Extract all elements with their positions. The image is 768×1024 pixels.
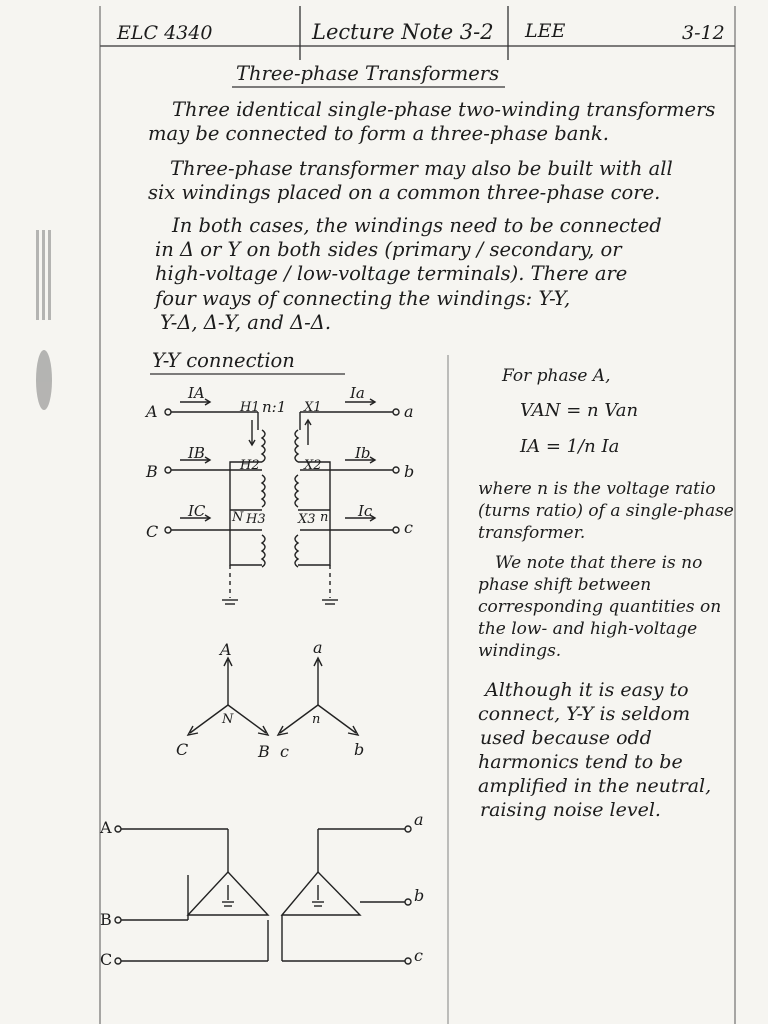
- X3-label: X3: [298, 512, 316, 527]
- para3-line4: four ways of connecting the windings: Y-Y,: [155, 287, 571, 310]
- terminal-C: C: [146, 522, 159, 541]
- X2-label: X2: [304, 458, 322, 473]
- current-Ic: Ic: [358, 502, 373, 520]
- bottom-b: b: [414, 886, 425, 905]
- X1-label: X1: [304, 400, 322, 415]
- phasor-c: c: [280, 742, 289, 761]
- note-harm-5: amplified in the neutral,: [478, 775, 712, 797]
- para3-line3: high-voltage / low-voltage terminals). There are: [155, 262, 628, 285]
- terminal-A: A: [146, 402, 158, 421]
- H3-label: H3: [246, 512, 266, 527]
- page-number: 3-12: [682, 22, 725, 44]
- note-shift-4: the low- and high-voltage: [478, 619, 698, 639]
- para3-line1: In both cases, the windings need to be connected: [172, 214, 662, 237]
- terminal-B: B: [146, 462, 158, 481]
- author: LEE: [525, 20, 566, 42]
- bottom-B: B: [100, 910, 112, 929]
- para2-line1: Three-phase transformer may also be built with all: [170, 157, 673, 180]
- equation-current: IA = 1/n Ia: [520, 436, 620, 457]
- note-harm-4: harmonics tend to be: [478, 751, 683, 773]
- note-where-1: where n is the voltage ratio: [478, 479, 716, 499]
- para2-line2: six windings placed on a common three-phase core.: [148, 181, 661, 204]
- note-shift-1: We note that there is no: [495, 553, 703, 573]
- neutral-n: n: [320, 510, 329, 525]
- section-title: Three-phase Transformers: [236, 62, 500, 85]
- note-harm-1: Although it is easy to: [485, 679, 689, 701]
- eq-intro: For phase A,: [502, 366, 611, 386]
- note-shift-2: phase shift between: [478, 575, 652, 595]
- lecture-title: Lecture Note 3-2: [312, 20, 494, 44]
- phasor-b: b: [354, 740, 365, 759]
- H2-label: H2: [240, 458, 260, 473]
- para1-line1: Three identical single-phase two-winding transformers: [172, 98, 716, 121]
- phasor-B: B: [258, 742, 270, 761]
- bottom-A: A: [100, 818, 112, 837]
- terminal-a: a: [404, 402, 414, 421]
- phasor-n: n: [312, 712, 321, 727]
- terminal-b: b: [404, 462, 415, 481]
- bottom-a: a: [414, 810, 424, 829]
- equation-voltage: VAN = n Van: [520, 400, 639, 421]
- current-IB: IB: [188, 444, 205, 462]
- turns-ratio: n:1: [262, 398, 287, 416]
- bottom-C: C: [100, 950, 113, 969]
- subsection-title: Y-Y connection: [152, 349, 295, 372]
- phasor-a: a: [313, 638, 323, 657]
- terminal-c: c: [404, 518, 413, 537]
- note-where-3: transformer.: [478, 523, 586, 543]
- current-Ia: Ia: [350, 384, 365, 402]
- current-IA: IA: [188, 384, 205, 402]
- phasor-A: A: [220, 640, 232, 659]
- para1-line2: may be connected to form a three-phase bank.: [148, 122, 609, 145]
- note-harm-2: connect, Y-Y is seldom: [478, 703, 691, 725]
- note-harm-6: raising noise level.: [480, 799, 661, 821]
- phasor-N: N: [222, 712, 234, 727]
- note-where-2: (turns ratio) of a single-phase: [478, 501, 734, 521]
- note-shift-5: windings.: [478, 641, 562, 661]
- neutral-N: N: [232, 510, 244, 525]
- phasor-C: C: [176, 740, 189, 759]
- note-harm-3: used because odd: [480, 727, 652, 749]
- H1-label: H1: [240, 400, 260, 415]
- note-shift-3: corresponding quantities on: [478, 597, 722, 617]
- current-IC: IC: [188, 502, 206, 520]
- current-Ib: Ib: [355, 444, 371, 462]
- bottom-c: c: [414, 946, 423, 965]
- para3-line5: Y-Δ, Δ-Y, and Δ-Δ.: [160, 311, 332, 334]
- course-code: ELC 4340: [117, 22, 213, 44]
- para3-line2: in Δ or Y on both sides (primary / secondary, or: [155, 238, 622, 261]
